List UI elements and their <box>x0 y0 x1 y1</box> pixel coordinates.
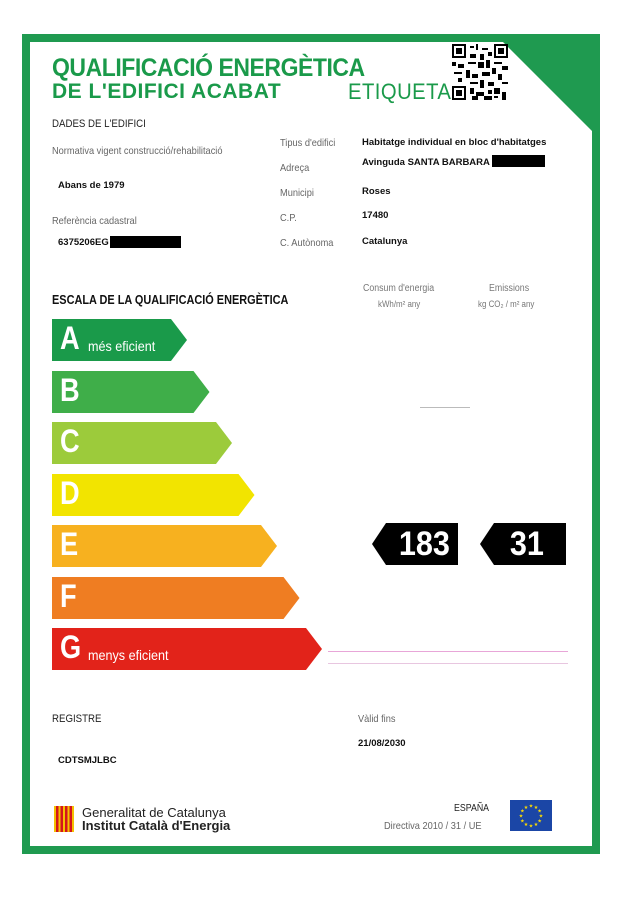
emissions-label: Emissions <box>489 283 530 294</box>
address-value: Avinguda SANTA BARBARA <box>362 157 490 168</box>
address-label: Adreça <box>280 162 310 174</box>
scan-artifact <box>328 651 568 652</box>
building-type-label: Tipus d'edifici <box>280 137 336 149</box>
energy-class-letter: F <box>60 577 77 614</box>
region-value: Catalunya <box>362 236 408 247</box>
corner-decoration <box>495 34 600 139</box>
energy-class-letter: B <box>60 371 80 408</box>
emissions-value: 31 <box>509 525 544 563</box>
title-line-2: DE L'EDIFICI ACABAT <box>52 80 282 103</box>
eu-star: ★ <box>520 808 525 815</box>
valid-until-label: Vàlid fins <box>358 713 396 725</box>
register-label: REGISTRE <box>52 713 102 725</box>
redaction-bar <box>110 236 181 248</box>
scan-artifact <box>420 407 470 408</box>
label-tag: ETIQUETA <box>348 79 452 104</box>
energy-class-a <box>52 319 187 361</box>
register-value: CDTSMJLBC <box>58 755 117 766</box>
energy-class-letter: A <box>60 320 80 356</box>
emissions-unit: kg CO₂ / m² any <box>478 299 535 309</box>
cadastral-label: Referència cadastral <box>52 215 137 227</box>
energy-class-letter: E <box>60 526 79 562</box>
eu-star: ★ <box>528 823 534 830</box>
consumption-rating-badge <box>372 523 458 565</box>
energy-class-f <box>52 577 300 619</box>
country-label: ESPAÑA <box>454 803 490 814</box>
regulation-value: Abans de 1979 <box>58 180 125 191</box>
redaction-bar <box>492 155 545 167</box>
eu-star: ★ <box>538 813 544 820</box>
eu-flag-icon <box>510 800 552 831</box>
building-type-value: Habitatge individual en bloc d'habitatges <box>362 137 547 148</box>
eu-star: ★ <box>520 818 525 825</box>
eu-star: ★ <box>533 804 539 811</box>
qr-code <box>452 44 508 100</box>
energy-class-caption: més eficient <box>88 338 156 354</box>
cadastral-value: 6375206EG <box>58 237 109 248</box>
valid-until-value: 21/08/2030 <box>358 738 406 749</box>
eu-star: ★ <box>537 808 542 815</box>
energy-class-c <box>52 422 232 464</box>
municipality-value: Roses <box>362 186 391 197</box>
consumption-value: 183 <box>398 525 450 563</box>
eu-star: ★ <box>523 822 529 829</box>
energy-class-letter: D <box>60 474 80 511</box>
regulation-label: Normativa vigent construcció/rehabilitació <box>52 145 223 157</box>
energy-class-e <box>52 525 277 567</box>
eu-star: ★ <box>523 804 529 811</box>
eu-star: ★ <box>533 822 539 829</box>
eu-star: ★ <box>537 818 542 825</box>
title-line-1: QUALIFICACIÓ ENERGÈTICA <box>52 54 365 82</box>
energy-class-letter: C <box>60 423 80 459</box>
directive-label: Directiva 2010 / 31 / UE <box>384 820 482 832</box>
eu-star: ★ <box>518 813 524 820</box>
municipality-label: Municipi <box>280 187 314 199</box>
energy-class-g <box>52 628 322 670</box>
postcode-label: C.P. <box>280 212 297 224</box>
consumption-unit: kWh/m² any <box>378 299 421 309</box>
energy-class-d <box>52 474 255 516</box>
eu-star: ★ <box>528 803 534 810</box>
scale-title: ESCALA DE LA QUALIFICACIÓ ENERGÈTICA <box>52 292 289 307</box>
scan-artifact <box>328 663 568 664</box>
generalitat-logo <box>54 806 74 832</box>
postcode-value: 17480 <box>362 210 389 221</box>
building-section-title: DADES DE L'EDIFICI <box>52 118 146 130</box>
consumption-label: Consum d'energia <box>363 283 435 294</box>
energy-class-b <box>52 371 210 413</box>
energy-class-caption: menys eficient <box>88 647 169 663</box>
energy-class-letter: G <box>60 629 82 665</box>
emissions-rating-badge <box>480 523 566 565</box>
region-label: C. Autònoma <box>280 237 334 249</box>
org-name-line-1: Generalitat de Catalunya <box>82 805 226 820</box>
org-name-line-2: Institut Català d'Energia <box>82 818 231 833</box>
